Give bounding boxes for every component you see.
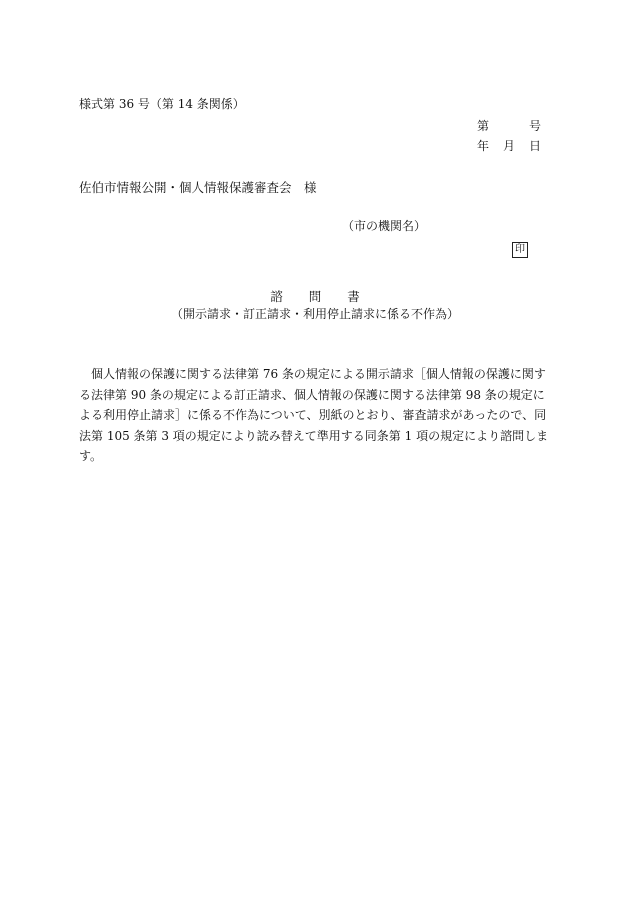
date-day: 日	[529, 139, 542, 153]
title-char: 問	[308, 289, 322, 304]
document-number-suffix: 号	[529, 119, 542, 133]
date-year: 年	[477, 139, 490, 153]
date-month: 月	[503, 139, 516, 153]
body-line: 法第 105 条第 3 項の規定により読み替えて準用する同条第 1 項の規定により諮問しま	[79, 428, 549, 443]
form-number: 様式第 36 号（第 14 条関係）	[79, 97, 245, 111]
document-number	[477, 118, 541, 134]
body-line: る法律第 90 条の規定による訂正請求、個人情報の保護に関する法律第 98 条の規定に	[79, 387, 545, 402]
document-number-prefix: 第	[477, 119, 490, 133]
body-line: す。	[79, 449, 103, 463]
title-char: 書	[347, 289, 360, 304]
body-line: 個人情報の保護に関する法律第 76 条の規定による開示請求［個人情報の保護に関す	[79, 367, 546, 381]
body-line: よる利用停止請求］に係る不作為について、別紙のとおり、審査請求があったので、同	[79, 408, 547, 422]
document-subtitle: （開示請求・訂正請求・利用停止請求に係る不作為）	[170, 307, 459, 321]
agency-name-placeholder: （市の機関名）	[342, 219, 427, 233]
document-date	[477, 138, 541, 154]
addressee: 佐伯市情報公開・個人情報保護審査会 様	[79, 180, 317, 195]
body-paragraph	[79, 364, 551, 467]
seal-mark: 印	[512, 242, 528, 258]
document-title	[0, 287, 630, 305]
title-char: 諮	[270, 289, 283, 304]
